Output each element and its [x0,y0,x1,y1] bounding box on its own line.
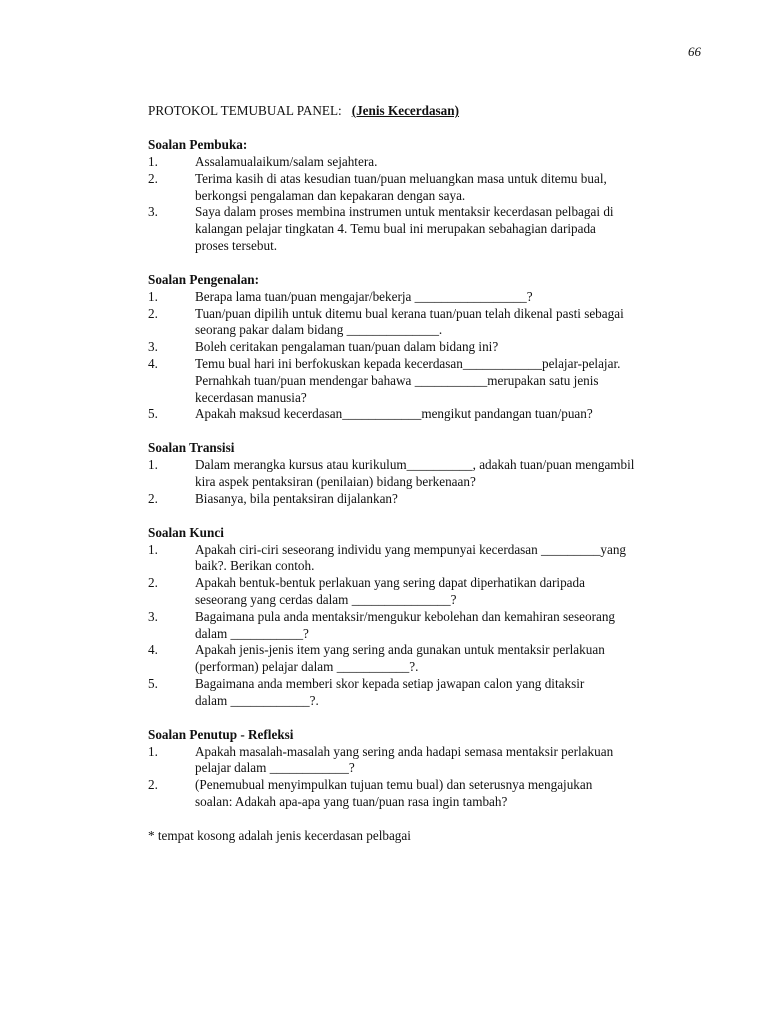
question-number: 2. [148,305,158,321]
question-text: Apakah masalah-masalah yang sering anda hadapi semasa mentaksir perlakuan pelajar dalam ____________? [195,743,614,776]
question-item [148,457,718,491]
question-text: Boleh ceritakan pengalaman tuan/puan dalam bidang ini? [195,339,499,355]
question-item [148,339,718,356]
question-list [148,154,718,255]
sections-container [148,137,718,811]
question-text: Saya dalam proses membina instrumen untuk mentaksir kecerdasan pelbagai di kalangan pelajar tingkatan 4. Temu bual ini merupakan sebahagian daripada proses tersebut. [195,204,614,253]
question-item [148,609,718,643]
section-heading: Soalan Transisi [148,440,235,456]
question-item [148,289,718,306]
question-item [148,744,718,778]
question-item [148,171,718,205]
question-text: Apakah maksud kecerdasan____________mengikut pandangan tuan/puan? [195,406,593,422]
question-item [148,491,718,508]
question-text: Berapa lama tuan/puan mengajar/bekerja _________________? [195,288,533,304]
question-item [148,306,718,340]
page-number: 66 [688,44,701,59]
question-text: Apakah bentuk-bentuk perlakuan yang sering dapat diperhatikan daripada seseorang yang cerdas dalam _______________? [195,575,585,607]
section-heading: Soalan Kunci [148,524,224,540]
question-number: 1. [148,541,158,557]
section [148,440,718,507]
title-main: PROTOKOL TEMUBUAL PANEL: [148,103,342,118]
section [148,272,718,423]
question-list [148,542,718,710]
section [148,525,718,710]
question-item [148,575,718,609]
section [148,727,718,811]
question-number: 3. [148,608,158,624]
question-item [148,356,718,406]
question-number: 1. [148,154,158,169]
question-item [148,406,718,423]
question-number: 3. [148,204,158,220]
title-subtitle: (Jenis Kecerdasan) [351,103,460,118]
question-text: Temu bual hari ini berfokuskan kepada kecerdasan____________pelajar-pelajar. Pernahkah tuan/puan mendengar bahawa ___________merupakan satu jenis kecerdasan manusia? [195,355,621,405]
question-text: Bagaimana pula anda mentaksir/mengukur kebolehan dan kemahiran seseorang dalam ___________? [195,608,616,641]
question-item [148,204,718,254]
footnote: * tempat kosong adalah jenis kecerdasan pelbagai [148,827,411,843]
question-number: 2. [148,170,158,186]
question-text: Bagaimana anda memberi skor kepada setiap jawapan calon yang ditaksir dalam ____________?. [195,675,585,708]
question-item [148,154,718,171]
section-heading: Soalan Penutup - Refleksi [148,726,294,742]
question-item [148,642,718,676]
document-title [148,103,718,120]
question-text: Assalamualaikum/salam sejahtera. [195,154,378,169]
question-text: Terima kasih di atas kesudian tuan/puan meluangkan masa untuk ditemu bual, berkongsi pengalaman dan kepakaran dengan saya. [195,170,607,203]
question-text: Apakah jenis-jenis item yang sering anda gunakan untuk mentaksir perlakuan (performan) pelajar dalam ___________?. [195,642,605,675]
question-number: 2. [148,490,158,506]
section-heading: Soalan Pembuka: [148,137,248,152]
question-list [148,744,718,811]
question-number: 4. [148,355,158,371]
question-text: Tuan/puan dipilih untuk ditemu bual kerana tuan/puan telah dikenal pasti sebagai seorang pakar dalam bidang ______________. [195,305,624,338]
question-item [148,777,718,811]
question-item [148,676,718,710]
question-number: 2. [148,777,158,793]
question-number: 1. [148,288,158,304]
question-text: Apakah ciri-ciri seseorang individu yang mempunyai kecerdasan _________yang baik?. Berikan contoh. [195,541,627,574]
section [148,137,718,255]
question-number: 3. [148,339,158,355]
question-number: 2. [148,575,158,591]
question-text: (Penemubual menyimpulkan tujuan temu bual) dan seterusnya mengajukan soalan: Adakah apa-apa yang tuan/puan rasa ingin tambah? [195,777,593,809]
question-number: 1. [148,743,158,759]
question-text: Biasanya, bila pentaksiran dijalankan? [195,490,398,506]
question-number: 4. [148,642,158,658]
question-text: Dalam merangka kursus atau kurikulum__________, adakah tuan/puan mengambil kira aspek pentaksiran (penilaian) bidang berkenaan? [195,457,635,489]
document-body [148,103,718,845]
question-number: 5. [148,406,158,422]
question-number: 1. [148,457,158,473]
question-list [148,289,718,423]
question-item [148,542,718,576]
question-list [148,457,718,507]
section-heading: Soalan Pengenalan: [148,271,260,287]
question-number: 5. [148,675,158,691]
